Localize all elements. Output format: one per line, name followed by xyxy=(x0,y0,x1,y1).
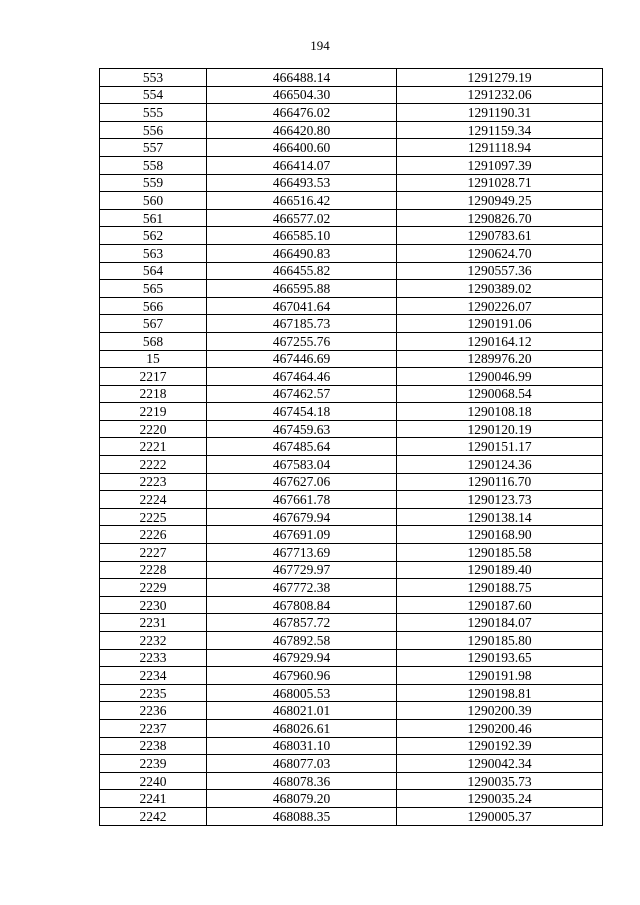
x-coordinate-cell: 466488.14 xyxy=(207,69,397,87)
y-coordinate-cell: 1290164.12 xyxy=(397,332,603,350)
x-coordinate-cell: 468079.20 xyxy=(207,790,397,808)
x-coordinate-cell: 467446.69 xyxy=(207,350,397,368)
y-coordinate-cell: 1290184.07 xyxy=(397,614,603,632)
point-number-cell: 565 xyxy=(100,280,207,298)
y-coordinate-cell: 1290783.61 xyxy=(397,227,603,245)
y-coordinate-cell: 1290188.75 xyxy=(397,579,603,597)
table-row xyxy=(100,139,603,157)
table-row xyxy=(100,104,603,122)
table-row xyxy=(100,649,603,667)
table-row xyxy=(100,544,603,562)
y-coordinate-cell: 1290042.34 xyxy=(397,755,603,773)
point-number-cell: 559 xyxy=(100,174,207,192)
x-coordinate-cell: 466476.02 xyxy=(207,104,397,122)
x-coordinate-cell: 467185.73 xyxy=(207,315,397,333)
x-coordinate-cell: 468031.10 xyxy=(207,737,397,755)
point-number-cell: 2231 xyxy=(100,614,207,632)
x-coordinate-cell: 468026.61 xyxy=(207,719,397,737)
table-row xyxy=(100,614,603,632)
y-coordinate-cell: 1290949.25 xyxy=(397,192,603,210)
point-number-cell: 2218 xyxy=(100,385,207,403)
point-number-cell: 2241 xyxy=(100,790,207,808)
point-number-cell: 2225 xyxy=(100,508,207,526)
table-row xyxy=(100,350,603,368)
y-coordinate-cell: 1291279.19 xyxy=(397,69,603,87)
x-coordinate-cell: 467929.94 xyxy=(207,649,397,667)
table-row xyxy=(100,420,603,438)
y-coordinate-cell: 1291190.31 xyxy=(397,104,603,122)
table-row xyxy=(100,403,603,421)
table-row xyxy=(100,508,603,526)
table-row xyxy=(100,385,603,403)
y-coordinate-cell: 1290138.14 xyxy=(397,508,603,526)
x-coordinate-cell: 467464.46 xyxy=(207,368,397,386)
table-row xyxy=(100,684,603,702)
table-row xyxy=(100,121,603,139)
table-row xyxy=(100,244,603,262)
point-number-cell: 568 xyxy=(100,332,207,350)
point-number-cell: 555 xyxy=(100,104,207,122)
point-number-cell: 2224 xyxy=(100,491,207,509)
y-coordinate-cell: 1290200.46 xyxy=(397,719,603,737)
x-coordinate-cell: 466493.53 xyxy=(207,174,397,192)
x-coordinate-cell: 468005.53 xyxy=(207,684,397,702)
table-row xyxy=(100,632,603,650)
x-coordinate-cell: 468077.03 xyxy=(207,755,397,773)
y-coordinate-cell: 1290191.98 xyxy=(397,667,603,685)
table-row xyxy=(100,596,603,614)
y-coordinate-cell: 1290198.81 xyxy=(397,684,603,702)
point-number-cell: 2220 xyxy=(100,420,207,438)
y-coordinate-cell: 1290116.70 xyxy=(397,473,603,491)
point-number-cell: 563 xyxy=(100,244,207,262)
table-row xyxy=(100,491,603,509)
table-row xyxy=(100,772,603,790)
point-number-cell: 564 xyxy=(100,262,207,280)
y-coordinate-cell: 1290185.58 xyxy=(397,544,603,562)
y-coordinate-cell: 1290187.60 xyxy=(397,596,603,614)
x-coordinate-cell: 467255.76 xyxy=(207,332,397,350)
table-row xyxy=(100,174,603,192)
point-number-cell: 2237 xyxy=(100,719,207,737)
x-coordinate-cell: 466504.30 xyxy=(207,86,397,104)
point-number-cell: 553 xyxy=(100,69,207,87)
y-coordinate-cell: 1290108.18 xyxy=(397,403,603,421)
y-coordinate-cell: 1290123.73 xyxy=(397,491,603,509)
x-coordinate-cell: 467857.72 xyxy=(207,614,397,632)
y-coordinate-cell: 1290046.99 xyxy=(397,368,603,386)
table-row xyxy=(100,297,603,315)
x-coordinate-cell: 466455.82 xyxy=(207,262,397,280)
y-coordinate-cell: 1290189.40 xyxy=(397,561,603,579)
y-coordinate-cell: 1290035.73 xyxy=(397,772,603,790)
point-number-cell: 2233 xyxy=(100,649,207,667)
y-coordinate-cell: 1290120.19 xyxy=(397,420,603,438)
table-row xyxy=(100,702,603,720)
table-row xyxy=(100,368,603,386)
y-coordinate-cell: 1290035.24 xyxy=(397,790,603,808)
table-row xyxy=(100,579,603,597)
point-number-cell: 2232 xyxy=(100,632,207,650)
x-coordinate-cell: 467713.69 xyxy=(207,544,397,562)
y-coordinate-cell: 1290151.17 xyxy=(397,438,603,456)
x-coordinate-cell: 467454.18 xyxy=(207,403,397,421)
table-row xyxy=(100,156,603,174)
x-coordinate-cell: 467679.94 xyxy=(207,508,397,526)
y-coordinate-cell: 1290624.70 xyxy=(397,244,603,262)
x-coordinate-cell: 467485.64 xyxy=(207,438,397,456)
point-number-cell: 2229 xyxy=(100,579,207,597)
coordinates-table-body xyxy=(100,69,603,826)
table-row xyxy=(100,227,603,245)
point-number-cell: 2217 xyxy=(100,368,207,386)
point-number-cell: 2223 xyxy=(100,473,207,491)
y-coordinate-cell: 1290168.90 xyxy=(397,526,603,544)
x-coordinate-cell: 467772.38 xyxy=(207,579,397,597)
x-coordinate-cell: 466585.10 xyxy=(207,227,397,245)
y-coordinate-cell: 1290005.37 xyxy=(397,807,603,825)
table-row xyxy=(100,473,603,491)
y-coordinate-cell: 1290124.36 xyxy=(397,456,603,474)
y-coordinate-cell: 1290068.54 xyxy=(397,385,603,403)
x-coordinate-cell: 467627.06 xyxy=(207,473,397,491)
point-number-cell: 2234 xyxy=(100,667,207,685)
point-number-cell: 2242 xyxy=(100,807,207,825)
y-coordinate-cell: 1291232.06 xyxy=(397,86,603,104)
y-coordinate-cell: 1291159.34 xyxy=(397,121,603,139)
x-coordinate-cell: 466595.88 xyxy=(207,280,397,298)
x-coordinate-cell: 467462.57 xyxy=(207,385,397,403)
y-coordinate-cell: 1290226.07 xyxy=(397,297,603,315)
x-coordinate-cell: 468078.36 xyxy=(207,772,397,790)
y-coordinate-cell: 1291118.94 xyxy=(397,139,603,157)
table-row xyxy=(100,315,603,333)
y-coordinate-cell: 1290191.06 xyxy=(397,315,603,333)
x-coordinate-cell: 467041.64 xyxy=(207,297,397,315)
point-number-cell: 2230 xyxy=(100,596,207,614)
x-coordinate-cell: 467808.84 xyxy=(207,596,397,614)
x-coordinate-cell: 467960.96 xyxy=(207,667,397,685)
point-number-cell: 566 xyxy=(100,297,207,315)
y-coordinate-cell: 1290557.36 xyxy=(397,262,603,280)
coordinates-table xyxy=(99,68,603,826)
table-row xyxy=(100,807,603,825)
table-row xyxy=(100,69,603,87)
point-number-cell: 562 xyxy=(100,227,207,245)
point-number-cell: 15 xyxy=(100,350,207,368)
y-coordinate-cell: 1289976.20 xyxy=(397,350,603,368)
y-coordinate-cell: 1290200.39 xyxy=(397,702,603,720)
table-row xyxy=(100,209,603,227)
point-number-cell: 2219 xyxy=(100,403,207,421)
point-number-cell: 558 xyxy=(100,156,207,174)
y-coordinate-cell: 1291097.39 xyxy=(397,156,603,174)
point-number-cell: 561 xyxy=(100,209,207,227)
table-row xyxy=(100,667,603,685)
point-number-cell: 2222 xyxy=(100,456,207,474)
x-coordinate-cell: 466577.02 xyxy=(207,209,397,227)
x-coordinate-cell: 467892.58 xyxy=(207,632,397,650)
table-row xyxy=(100,790,603,808)
y-coordinate-cell: 1290826.70 xyxy=(397,209,603,227)
x-coordinate-cell: 467661.78 xyxy=(207,491,397,509)
point-number-cell: 2238 xyxy=(100,737,207,755)
table-row xyxy=(100,561,603,579)
x-coordinate-cell: 466516.42 xyxy=(207,192,397,210)
table-row xyxy=(100,438,603,456)
table-row xyxy=(100,280,603,298)
point-number-cell: 567 xyxy=(100,315,207,333)
y-coordinate-cell: 1290185.80 xyxy=(397,632,603,650)
point-number-cell: 2236 xyxy=(100,702,207,720)
y-coordinate-cell: 1290193.65 xyxy=(397,649,603,667)
point-number-cell: 554 xyxy=(100,86,207,104)
x-coordinate-cell: 466420.80 xyxy=(207,121,397,139)
x-coordinate-cell: 468021.01 xyxy=(207,702,397,720)
point-number-cell: 556 xyxy=(100,121,207,139)
point-number-cell: 2240 xyxy=(100,772,207,790)
table-row xyxy=(100,86,603,104)
x-coordinate-cell: 467729.97 xyxy=(207,561,397,579)
point-number-cell: 2235 xyxy=(100,684,207,702)
table-row xyxy=(100,332,603,350)
point-number-cell: 2227 xyxy=(100,544,207,562)
table-row xyxy=(100,719,603,737)
point-number-cell: 2221 xyxy=(100,438,207,456)
point-number-cell: 560 xyxy=(100,192,207,210)
x-coordinate-cell: 466490.83 xyxy=(207,244,397,262)
y-coordinate-cell: 1290192.39 xyxy=(397,737,603,755)
x-coordinate-cell: 466400.60 xyxy=(207,139,397,157)
x-coordinate-cell: 467583.04 xyxy=(207,456,397,474)
table-row xyxy=(100,192,603,210)
table-row xyxy=(100,755,603,773)
y-coordinate-cell: 1291028.71 xyxy=(397,174,603,192)
x-coordinate-cell: 467459.63 xyxy=(207,420,397,438)
table-row xyxy=(100,456,603,474)
table-row xyxy=(100,262,603,280)
table-row xyxy=(100,526,603,544)
table-row xyxy=(100,737,603,755)
x-coordinate-cell: 468088.35 xyxy=(207,807,397,825)
page-number: 194 xyxy=(310,38,330,53)
y-coordinate-cell: 1290389.02 xyxy=(397,280,603,298)
x-coordinate-cell: 467691.09 xyxy=(207,526,397,544)
x-coordinate-cell: 466414.07 xyxy=(207,156,397,174)
point-number-cell: 2226 xyxy=(100,526,207,544)
point-number-cell: 2239 xyxy=(100,755,207,773)
point-number-cell: 557 xyxy=(100,139,207,157)
point-number-cell: 2228 xyxy=(100,561,207,579)
